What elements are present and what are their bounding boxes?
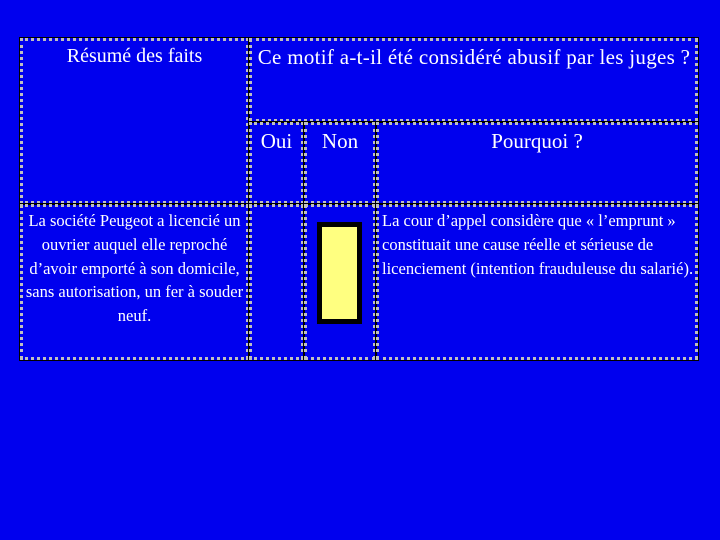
- answer-marker: [317, 222, 362, 324]
- header-why-label: Pourquoi ?: [491, 129, 583, 153]
- row-yes-cell: [249, 204, 304, 360]
- header-summary-label: Résumé des faits: [66, 45, 203, 67]
- header-question-label: Ce motif a-t-il été considéré abusif par les juges ?: [257, 45, 691, 69]
- header-yes-label: Oui: [260, 129, 293, 153]
- row-summary-text: La société Peugeot a licencié un ouvrier auquel elle reproché d’avoir emporté à son domicile, sans autorisation, un fer à souder neuf.: [25, 211, 244, 326]
- header-no-label: Non: [321, 129, 359, 153]
- row-why-text: La cour d’appel considère que « l’emprunt » constituait une cause réelle et sérieuse de licenciement (intention frauduleuse du salarié).: [382, 211, 694, 278]
